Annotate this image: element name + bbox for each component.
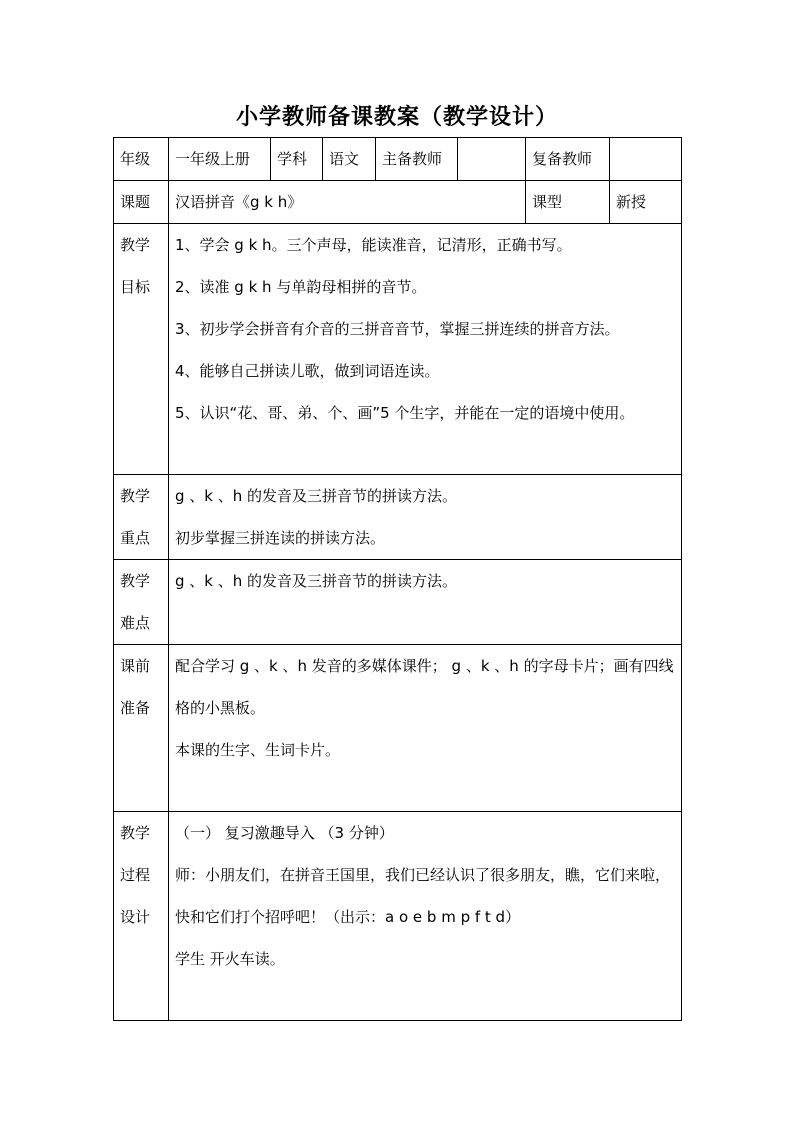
lesson-plan-table <box>113 137 682 1021</box>
process-row <box>114 812 682 1021</box>
key-point-item: g 、k 、h 的发音及三拼音节的拼读方法。 <box>175 487 458 505</box>
type-value: 新授 <box>610 181 682 224</box>
objective-item: 5、认识“花、哥、弟、个、画”5 个生字，并能在一定的语境中使用。 <box>175 404 635 422</box>
lead-teacher-label: 主备教师 <box>376 138 458 181</box>
preparation-label-line-2: 准备 <box>120 699 151 717</box>
subject-label: 学科 <box>271 138 323 181</box>
key-points-label-line-1: 教学 <box>120 487 151 505</box>
review-teacher-value <box>610 138 682 181</box>
key-points-row <box>114 475 682 560</box>
lead-teacher-value <box>458 138 526 181</box>
objectives-label-line-2: 目标 <box>120 278 151 296</box>
process-label-line-1: 教学 <box>120 824 151 842</box>
objectives-label-line-1: 教学 <box>120 236 151 254</box>
process-section-title: （一） 复习激趣导入 （3 分钟） <box>175 824 394 842</box>
preparation-label-line-1: 课前 <box>120 657 151 675</box>
subject-value: 语文 <box>323 138 376 181</box>
grade-label: 年级 <box>114 138 169 181</box>
preparation-line-2: 本课的生字、生词卡片。 <box>175 741 341 759</box>
process-label-line-2: 过程 <box>120 866 151 884</box>
process-content <box>169 812 682 1021</box>
difficulties-label <box>114 560 169 645</box>
topic-row <box>114 181 682 224</box>
key-points-content <box>169 475 682 560</box>
preparation-row <box>114 645 682 812</box>
objectives-row <box>114 224 682 475</box>
difficulties-label-line-2: 难点 <box>120 614 151 632</box>
review-teacher-label: 复备教师 <box>526 138 610 181</box>
type-label: 课型 <box>526 181 610 224</box>
objectives-content <box>169 224 682 475</box>
difficulties-row <box>114 560 682 645</box>
difficulties-label-line-1: 教学 <box>120 572 151 590</box>
grade-value: 一年级上册 <box>169 138 271 181</box>
key-point-item: 初步掌握三拼连读的拼读方法。 <box>175 529 386 547</box>
objectives-label <box>114 224 169 475</box>
key-points-label-line-2: 重点 <box>120 529 151 547</box>
topic-label: 课题 <box>114 181 169 224</box>
objective-item: 2、读准 g k h 与单韵母相拼的音节。 <box>175 278 427 296</box>
objective-item: 1、学会 g k h。三个声母，能读准音，记清形，正确书写。 <box>175 236 572 254</box>
key-points-label <box>114 475 169 560</box>
header-row <box>114 138 682 181</box>
process-label <box>114 812 169 1021</box>
preparation-content <box>169 645 682 812</box>
process-label-line-3: 设计 <box>120 908 151 926</box>
page-title: 小学教师备课教案（教学设计） <box>235 105 558 130</box>
process-student-line: 学生 开火车读。 <box>175 950 285 968</box>
topic-value: 汉语拼音《g k h》 <box>169 181 526 224</box>
process-teacher-line: 师：小朋友们，在拼音王国里，我们已经认识了很多朋友，瞧，它们来啦，快和它们打个招呼吧！（出示：a o e b m p f t d） <box>175 866 671 926</box>
difficulties-content <box>169 560 682 645</box>
difficulty-item: g 、k 、h 的发音及三拼音节的拼读方法。 <box>175 572 458 590</box>
objective-item: 4、能够自己拼读儿歌，做到词语连读。 <box>175 362 440 380</box>
objective-item: 3、初步学会拼音有介音的三拼音音节，掌握三拼连续的拼音方法。 <box>175 320 620 338</box>
preparation-label <box>114 645 169 812</box>
preparation-line-1: 配合学习 g 、k 、h 发音的多媒体课件； g 、k 、h 的字母卡片；画有四线格的小黑板。 <box>175 657 674 717</box>
